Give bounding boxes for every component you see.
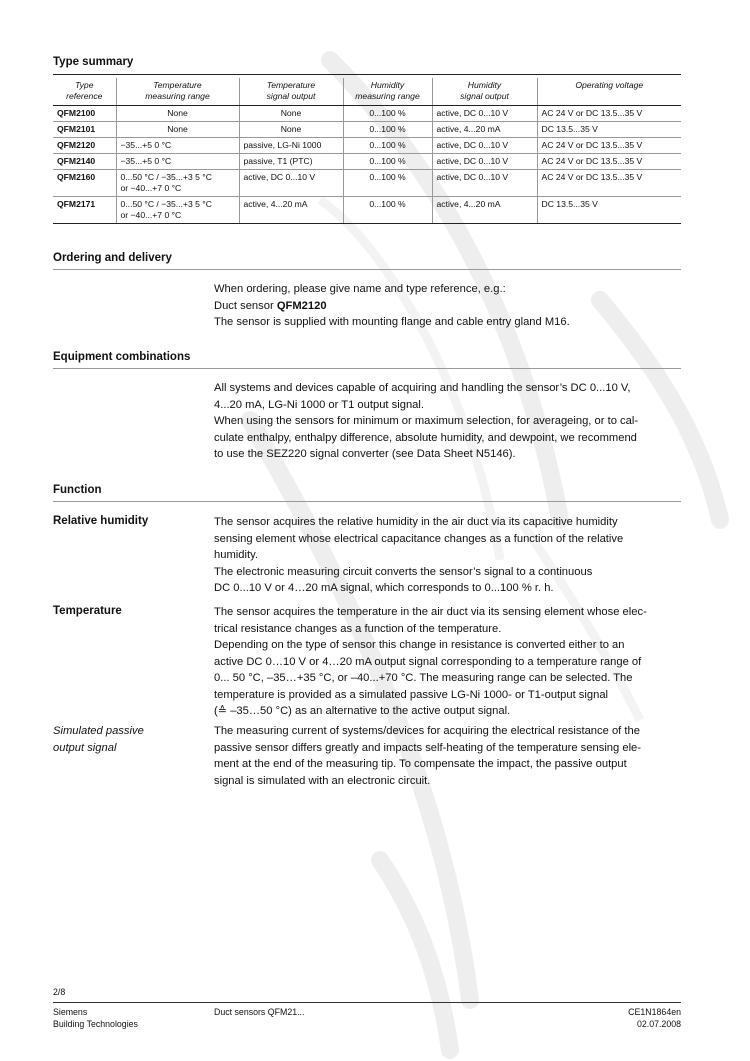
col-header-humidity-range: Humidity measuring range <box>343 78 432 106</box>
table-row <box>53 154 681 170</box>
humidity-line: humidity. <box>214 549 258 561</box>
cell-hum-out: active, DC 0...10 V <box>432 170 537 197</box>
cell-hum-out: active, DC 0...10 V <box>432 138 537 154</box>
temperature-line: active DC 0…10 V or 4…20 mA output signal corresponding to a temperature range of <box>214 655 642 668</box>
ordering-line: The sensor is supplied with mounting flange and cable entry gland M16. <box>214 316 570 328</box>
cell-ref: QFM2101 <box>53 122 116 138</box>
cell-temp-out: passive, T1 (PTC) <box>239 154 343 170</box>
cell-ref: QFM2100 <box>57 108 96 118</box>
cell-temp-out: None <box>239 106 343 122</box>
type-summary-table <box>53 78 681 224</box>
humidity-line: DC 0...10 V or 4…20 mA signal, which corresponds to 0...100 % r. h. <box>214 582 554 594</box>
humidity-line: The sensor acquires the relative humidity in the air duct via its capacitive humidity <box>214 516 618 528</box>
equipment-text <box>214 380 684 463</box>
equipment-line: 4...20 mA, LG-Ni 1000 or T1 output signal. <box>214 398 424 411</box>
cell-voltage: AC 24 V or DC 13.5...35 V <box>537 154 681 170</box>
cell-ref: QFM2160 <box>53 170 116 197</box>
simulated-output-label: Simulated passive output signal <box>53 725 144 754</box>
temperature-line: temperature is provided as a simulated passive LG-Ni 1000- or T1-output signal <box>214 688 609 701</box>
equipment-line: to use the SEZ220 signal converter (see Data Sheet N5146). <box>214 448 516 460</box>
footer-rule <box>53 1002 681 1003</box>
ordering-heading: Ordering and delivery <box>53 252 172 264</box>
cell-temp-out: active, DC 0...10 V <box>239 170 343 197</box>
footer-title: Duct sensors QFM21... <box>214 1007 305 1017</box>
col-header-type-reference: Type reference <box>53 78 116 106</box>
cell-temp-range: −35...+5 0 °C <box>116 138 239 154</box>
cell-temp-out: passive, LG-Ni 1000 <box>239 138 343 154</box>
cell-temp-out: None <box>239 122 343 138</box>
cell-ref: QFM2120 <box>53 138 116 154</box>
temperature-line: trical resistance changes as a function of the temperature. <box>214 622 502 635</box>
equipment-line: When using the sensors for minimum or maximum selection, for averageing, or to cal- <box>214 415 639 427</box>
type-summary-heading: Type summary <box>53 56 134 68</box>
simulated-line: signal is simulated with an electronic circuit. <box>214 774 431 787</box>
col-header-temperature-output: Temperature signal output <box>239 78 343 106</box>
cell-voltage: DC 13.5...35 V <box>537 122 681 138</box>
cell-voltage: AC 24 V or DC 13.5...35 V <box>537 170 681 197</box>
table-header-row <box>53 78 681 106</box>
cell-temp-out: active, 4...20 mA <box>239 197 343 224</box>
cell-temp-range: 0...50 °C / −35...+3 5 °C or −40...+7 0 °C <box>116 170 239 197</box>
section-rule <box>53 368 681 369</box>
cell-temp-range: 0...50 °C / −35...+3 5 °C or −40...+7 0 °C <box>116 197 239 224</box>
cell-voltage: AC 24 V or DC 13.5...35 V <box>537 106 681 122</box>
col-header-operating-voltage: Operating voltage <box>537 78 681 106</box>
temperature-line: The sensor acquires the temperature in the air duct via its sensing element whose elec- <box>214 606 647 618</box>
cell-ref: QFM2140 <box>53 154 116 170</box>
cell-hum-range: 0...100 % <box>343 197 432 224</box>
humidity-line: sensing element whose electrical capacitance changes as a function of the relative <box>214 532 624 545</box>
temperature-label: Temperature <box>53 605 122 617</box>
simulated-line: passive sensor differs greatly and impacts self-heating of the temperature sensing ele- <box>214 741 642 754</box>
section-rule <box>53 269 681 270</box>
ordering-text <box>214 281 684 331</box>
equipment-line: All systems and devices capable of acquiring and handling the sensor’s DC 0...10 V, <box>214 382 631 394</box>
ordering-line: When ordering, please give name and type reference, e.g.: <box>214 283 506 295</box>
cell-hum-out: active, 4...20 mA <box>432 197 537 224</box>
relative-humidity-label: Relative humidity <box>53 515 149 527</box>
col-header-temperature-range: Temperature measuring range <box>116 78 239 106</box>
col-header-humidity-output: Humidity signal output <box>432 78 537 106</box>
footer-doc-info: CE1N1864en 02.07.2008 <box>628 1007 681 1029</box>
footer-company: Siemens Building Technologies <box>53 1007 138 1029</box>
cell-hum-out: active, DC 0...10 V <box>432 106 537 122</box>
ordering-line: Duct sensor QFM2120 <box>214 299 327 312</box>
table-row <box>53 138 681 154</box>
temperature-line: 0... 50 °C, –35…+35 °C, or –40...+70 °C. The measuring range can be selected. The <box>214 672 633 684</box>
cell-voltage: AC 24 V or DC 13.5...35 V <box>537 138 681 154</box>
cell-hum-out: active, 4...20 mA <box>432 122 537 138</box>
function-heading: Function <box>53 484 102 496</box>
temperature-text <box>214 604 684 720</box>
section-rule <box>53 501 681 502</box>
cell-ref: QFM2171 <box>53 197 116 224</box>
cell-hum-range: 0...100 % <box>343 106 432 122</box>
simulated-line: ment at the end of the measuring tip. To compensate the impact, the passive output <box>214 758 627 770</box>
table-row <box>53 106 681 122</box>
humidity-line: The electronic measuring circuit converts the sensor’s signal to a continuous <box>214 565 593 578</box>
cell-temp-range: None <box>116 106 239 122</box>
equipment-line: culate enthalpy, enthalpy difference, absolute humidity, and dewpoint, we recommend <box>214 431 637 444</box>
relative-humidity-text <box>214 514 684 597</box>
cell-hum-range: 0...100 % <box>343 122 432 138</box>
temperature-line: Depending on the type of sensor this change in resistance is converted either to an <box>214 639 625 651</box>
simulated-line: The measuring current of systems/devices for acquiring the electrical resistance of the <box>214 725 640 737</box>
cell-hum-range: 0...100 % <box>343 138 432 154</box>
cell-hum-out: active, DC 0...10 V <box>432 154 537 170</box>
cell-hum-range: 0...100 % <box>343 170 432 197</box>
temperature-line: (≙ –35…50 °C) as an alternative to the active output signal. <box>214 705 511 717</box>
section-rule <box>53 74 681 75</box>
cell-temp-range: −35...+5 0 °C <box>116 154 239 170</box>
cell-voltage: DC 13.5...35 V <box>537 197 681 224</box>
table-row <box>53 197 681 224</box>
page-number: 2/8 <box>53 987 66 997</box>
cell-hum-range: 0...100 % <box>343 154 432 170</box>
cell-temp-range: None <box>116 122 239 138</box>
equipment-heading: Equipment combinations <box>53 351 191 363</box>
table-row <box>53 170 681 197</box>
simulated-output-text <box>214 723 684 789</box>
table-row <box>53 122 681 138</box>
